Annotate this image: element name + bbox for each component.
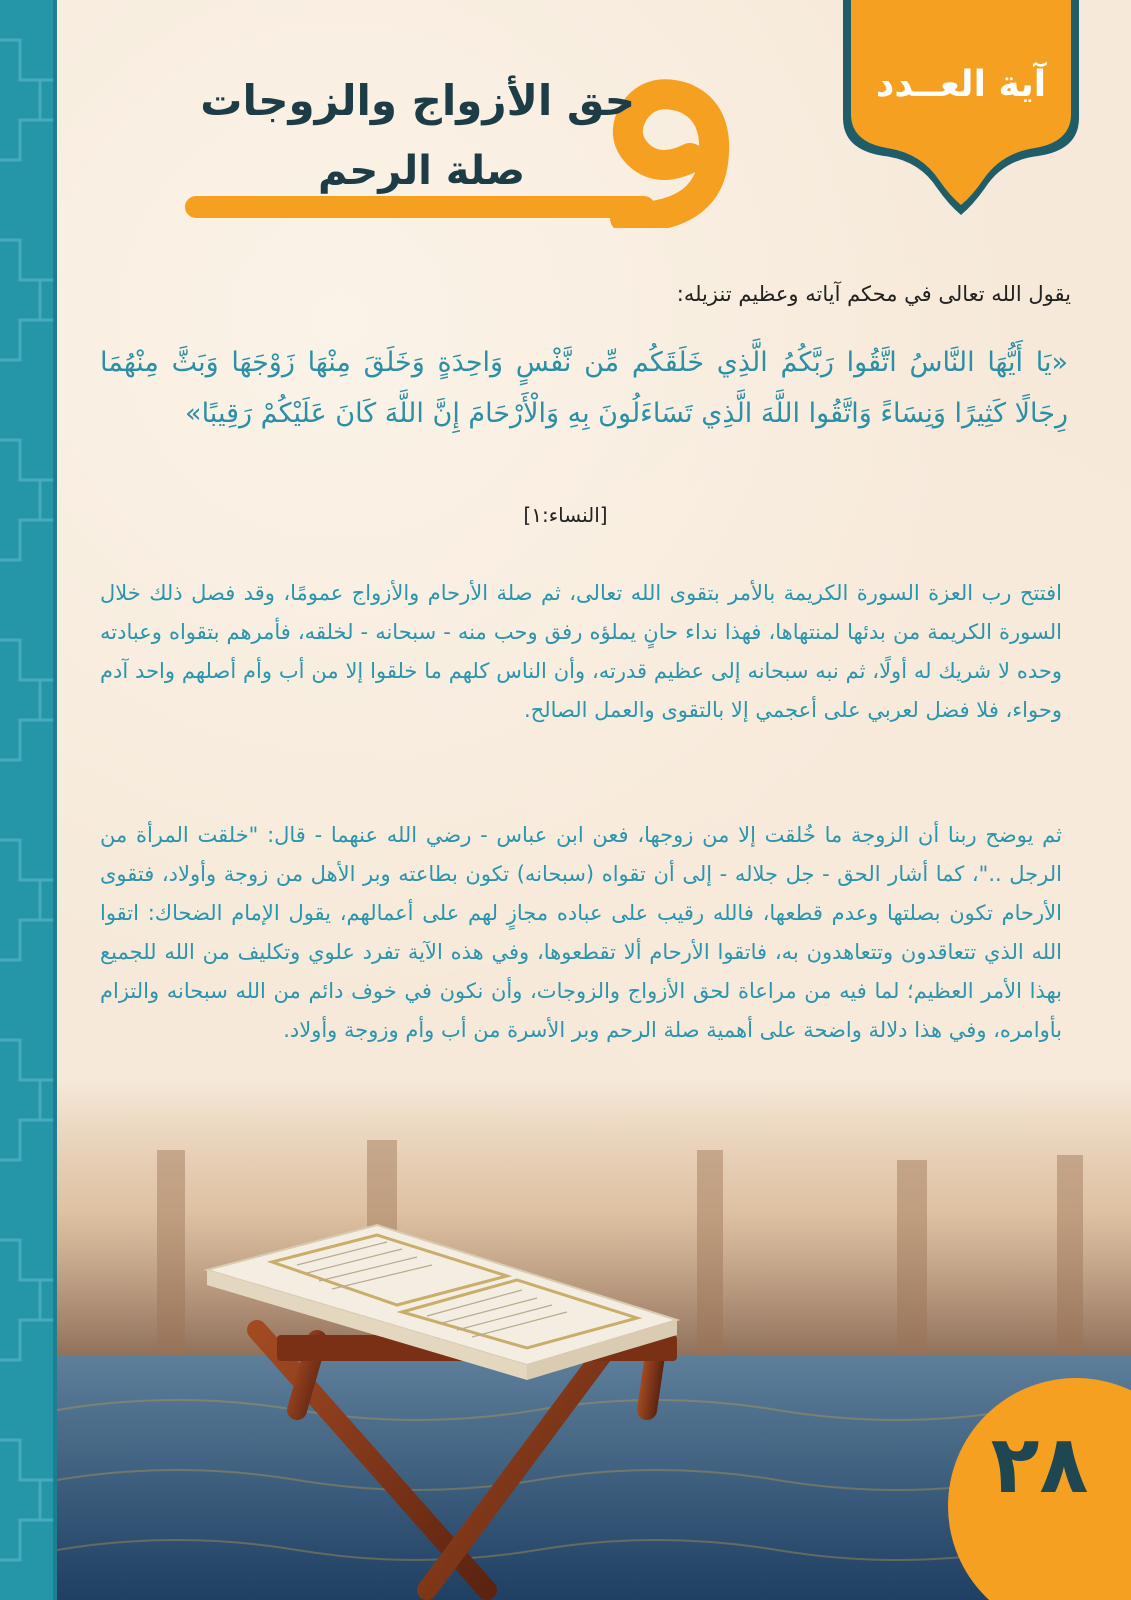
body-paragraph-2: ثم يوضح ربنا أن الزوجة ما خُلقت إلا من زوجها، فعن ابن عباس - رضي الله عنهما - قال: "خلقت المرأة من الرجل .."، كما أشار الحق - جل جلاله - إلى أن تقواه (سبحانه) تكون بطاعته وبر الأهل من زوجة وأولاد، فتقوى الأرحام تكون بصلتها وعدم قطعها، فالله رقيب على عباده مجازٍ لهم على أعمالهم، يقول الإمام الضحاك: اتقوا الله الذي تتعاقدون وتتعاهدون به، فاتقوا الأرحام ألا تقطعوها، وفي هذه الآية تفرد علوي وتكليف من الله للجميع بهذا الأمر العظيم؛ لما فيه من مراعاة لحق الأزواج والزوجات، وأن نكون في خوف دائم من الله سبحانه والتزام بأوامره، وفي هذا دلالة واضحة على أهمية صلة الرحم وبر الأسرة من أب وأم وزوجة وأولاد. <box>100 823 1062 1042</box>
badge-label: آية العــدد <box>875 64 1047 105</box>
verse-reference: [النساء:١] <box>523 503 608 527</box>
quran-verse: «يَا أَيُّهَا النَّاسُ اتَّقُوا رَبَّكُمُ الَّذِي خَلَقَكُم مِّن نَّفْسٍ وَاحِدَةٍ وَخَلَقَ مِنْهَا زَوْجَهَا وَبَثَّ مِنْهُمَا رِجَالًا كَثِيرًا وَنِسَاءً وَاتَّقُوا اللَّهَ الَّذِي تَسَاءَلُونَ بِهِ وَالْأَرْحَامَ إِنَّ اللَّهَ كَانَ عَلَيْكُمْ رَقِيبًا» <box>100 347 1068 429</box>
title-sub: صلة الرحم <box>318 148 525 194</box>
article-title <box>185 68 730 228</box>
page-number: ٢٨ <box>990 1418 1089 1511</box>
page-number-badge <box>948 1378 1131 1600</box>
side-pattern-strip <box>0 0 57 1600</box>
title-main: حق الأزواج والزوجات <box>200 76 635 125</box>
intro-text: يقول الله تعالى في محكم آياته وعظيم تنزيله: <box>676 282 1071 306</box>
body-paragraph-1: افتتح رب العزة السورة الكريمة بالأمر بتقوى الله تعالى، ثم صلة الأرحام والأزواج عمومًا، وقد فصل ذلك خلال السورة الكريمة من بدئها لمنتهاها، فهذا نداء حانٍ يملؤه رفق وحب منه - سبحانه - لخلقه، فأمرهم بتقواه وعبادته وحده لا شريك له أولًا، ثم نبه سبحانه إلى عظيم قدرته، وأن الناس كلهم ما خلقوا إلا من أب وأم أصلهم واحد آدم وحواء، فلا فضل لعربي على أعجمي إلا بالتقوى والعمل الصالح. <box>100 581 1062 722</box>
section-badge <box>833 0 1089 222</box>
